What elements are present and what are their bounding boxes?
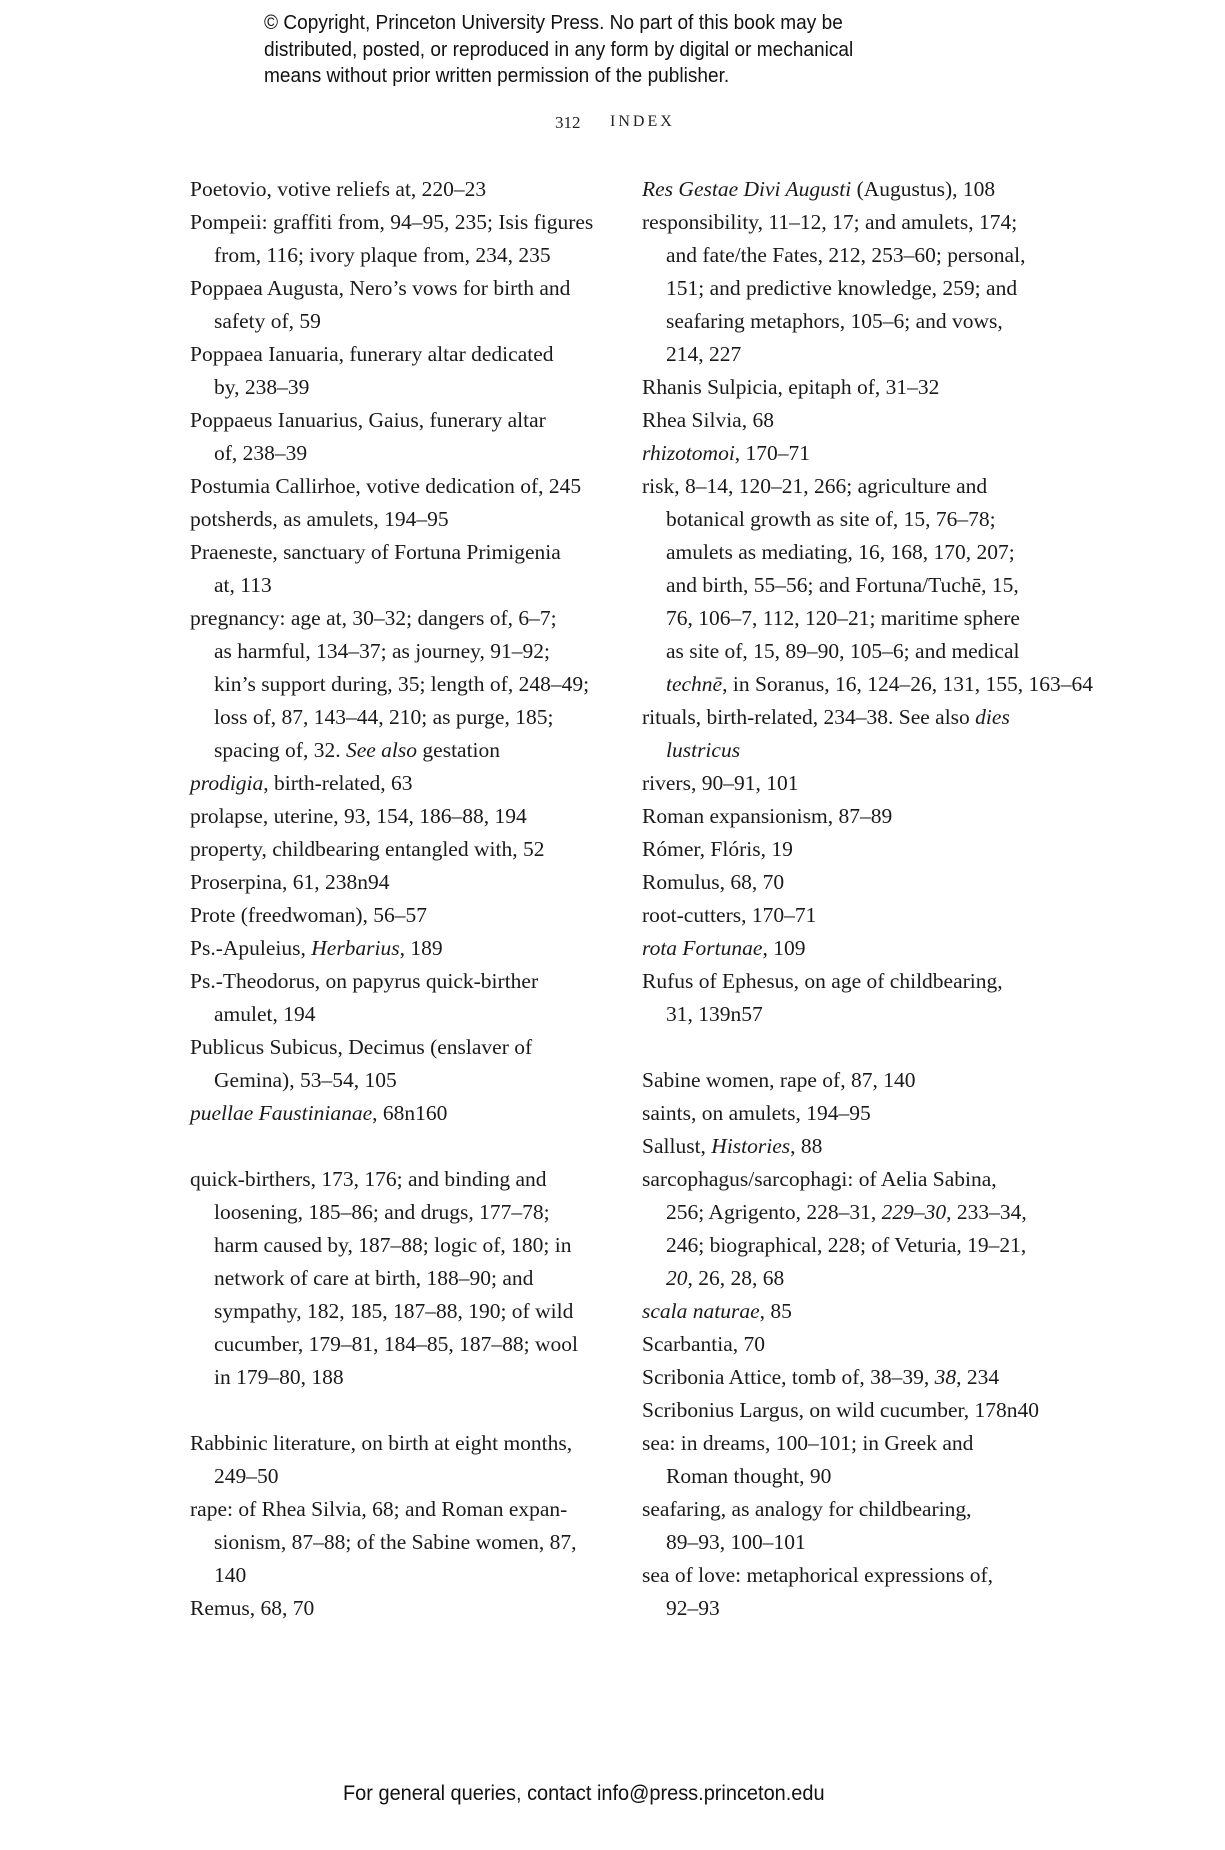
entry-first-line xyxy=(190,833,593,866)
entry-continuation-line xyxy=(190,1328,593,1361)
group-separator xyxy=(190,1130,593,1163)
entry-text: cucumber, 179–81, 184–85, 187–88; wool xyxy=(214,1332,578,1356)
entry-continuation-line xyxy=(190,1361,593,1394)
entry-text: Rhanis Sulpicia, epitaph of, 31–32 xyxy=(642,375,940,399)
copyright-line: means without prior written permission of the publisher. xyxy=(264,64,730,87)
entry-text: risk, 8–14, 120–21, 266; agriculture and xyxy=(642,474,988,498)
copyright-line: © Copyright, Princeton University Press. No part of this book may be xyxy=(264,11,843,34)
entry-text: botanical growth as site of, 15, 76–78; xyxy=(666,507,996,531)
entry-continuation-line xyxy=(190,437,593,470)
entry-text: Sallust, xyxy=(642,1134,712,1158)
entry-text: Praeneste, sanctuary of Fortuna Primigenia xyxy=(190,540,561,564)
entry-text: Ps.-Apuleius, xyxy=(190,936,312,960)
entry-text: kin’s support during, 35; length of, 248–49; xyxy=(214,672,590,696)
entry-text: , birth-related, 63 xyxy=(263,771,413,795)
italic-term: technē xyxy=(666,672,723,696)
entry-text: 76, 106–7, 112, 120–21; maritime sphere xyxy=(666,606,1020,630)
entry-text: spacing of, 32. xyxy=(214,738,346,762)
entry-text: from, 116; ivory plaque from, 234, 235 xyxy=(214,243,551,267)
entry-text: safety of, 59 xyxy=(214,309,321,333)
entry-text: prolapse, uterine, 93, 154, 186–88, 194 xyxy=(190,804,527,828)
entry-first-line xyxy=(190,206,593,239)
entry-first-line xyxy=(190,767,593,800)
entry-text: Ps.-Theodorus, on papyrus quick-birther xyxy=(190,969,539,993)
entry-text: and birth, 55–56; and Fortuna/Tuchē, 15, xyxy=(666,573,1019,597)
entry-first-line xyxy=(190,1493,593,1526)
footer-contact: For general queries, contact info@press.princeton.edu xyxy=(343,1782,825,1805)
entry-first-line xyxy=(642,1097,1093,1130)
index-entry xyxy=(190,503,593,536)
entry-first-line xyxy=(642,371,1093,404)
entry-text: seafaring, as analogy for childbearing, xyxy=(642,1497,972,1521)
entry-continuation-line xyxy=(642,1196,1093,1229)
entry-text: rivers, 90–91, 101 xyxy=(642,771,799,795)
entry-text: sea of love: metaphorical expressions of, xyxy=(642,1563,994,1587)
copyright-notice xyxy=(264,10,853,90)
section-title: INDEX xyxy=(610,113,675,130)
entry-continuation-line xyxy=(190,1559,593,1592)
italic-term: puellae Faustinianae xyxy=(190,1101,373,1125)
entry-continuation-line xyxy=(190,1295,593,1328)
italic-term: Res Gestae Divi Augusti xyxy=(642,177,852,201)
entry-continuation-line xyxy=(190,1064,593,1097)
index-entry xyxy=(642,470,1093,701)
entry-first-line xyxy=(190,1427,593,1460)
entry-text: , 109 xyxy=(762,936,806,960)
index-entry xyxy=(642,833,1093,866)
entry-text: of, 238–39 xyxy=(214,441,308,465)
entry-text: property, childbearing entangled with, 52 xyxy=(190,837,545,861)
entry-first-line xyxy=(642,1493,1093,1526)
italic-term: Herbarius xyxy=(311,936,400,960)
index-entry xyxy=(190,899,593,932)
entry-text: rape: of Rhea Silvia, 68; and Roman expan- xyxy=(190,1497,568,1521)
entry-continuation-line xyxy=(642,998,1093,1031)
entry-continuation-line xyxy=(642,239,1093,272)
entry-text: , 88 xyxy=(790,1134,823,1158)
index-entry xyxy=(642,965,1093,1031)
entry-text: at, 113 xyxy=(214,573,272,597)
entry-first-line xyxy=(190,536,593,569)
entry-first-line xyxy=(642,1064,1093,1097)
entry-first-line xyxy=(642,1328,1093,1361)
entry-text: Rómer, Flóris, 19 xyxy=(642,837,793,861)
italic-term: 229–30 xyxy=(881,1200,947,1224)
entry-first-line xyxy=(190,866,593,899)
entry-text: Remus, 68, 70 xyxy=(190,1596,315,1620)
index-entry xyxy=(190,470,593,503)
entry-first-line xyxy=(642,866,1093,899)
entry-continuation-line xyxy=(190,1196,593,1229)
entry-text: , 85 xyxy=(759,1299,792,1323)
entry-text: Postumia Callirhoe, votive dedication of, 245 xyxy=(190,474,582,498)
entry-first-line xyxy=(642,833,1093,866)
entry-continuation-line xyxy=(642,668,1093,701)
index-entry xyxy=(190,206,593,272)
entry-text: Rufus of Ephesus, on age of childbearing, xyxy=(642,969,1003,993)
entry-first-line xyxy=(190,173,593,206)
entry-continuation-line xyxy=(190,734,593,767)
entry-text: saints, on amulets, 194–95 xyxy=(642,1101,871,1125)
entry-first-line xyxy=(190,272,593,305)
entry-continuation-line xyxy=(642,1460,1093,1493)
entry-text: 246; biographical, 228; of Veturia, 19–21, xyxy=(666,1233,1027,1257)
index-entry xyxy=(190,1592,593,1625)
entry-first-line xyxy=(642,1394,1093,1427)
entry-text: Scarbantia, 70 xyxy=(642,1332,765,1356)
index-entry xyxy=(642,1361,1093,1394)
entry-continuation-line xyxy=(642,1592,1093,1625)
entry-continuation-line xyxy=(642,1526,1093,1559)
entry-first-line xyxy=(642,404,1093,437)
entry-text: , 189 xyxy=(399,936,443,960)
entry-text: 151; and predictive knowledge, 259; and xyxy=(666,276,1018,300)
entry-text: Pompeii: graffiti from, 94–95, 235; Isis figures xyxy=(190,210,594,234)
group-separator xyxy=(190,1394,593,1427)
entry-continuation-line xyxy=(190,1262,593,1295)
index-entry xyxy=(190,173,593,206)
entry-continuation-line xyxy=(190,1229,593,1262)
entry-first-line xyxy=(190,899,593,932)
entry-first-line xyxy=(642,965,1093,998)
entry-text: sarcophagus/sarcophagi: of Aelia Sabina, xyxy=(642,1167,997,1191)
entry-text: , 170–71 xyxy=(734,441,811,465)
entry-text: , in Soranus, 16, 124–26, 131, 155, 163–64 xyxy=(722,672,1093,696)
index-entry xyxy=(190,1163,593,1394)
entry-continuation-line xyxy=(190,371,593,404)
entry-first-line xyxy=(642,470,1093,503)
entry-text: , 233–34, xyxy=(946,1200,1027,1224)
entry-continuation-line xyxy=(642,272,1093,305)
entry-text: (Augustus), 108 xyxy=(851,177,996,201)
entry-text: 249–50 xyxy=(214,1464,279,1488)
index-entry xyxy=(642,1130,1093,1163)
entry-text: , 26, 28, 68 xyxy=(687,1266,785,1290)
entry-text: by, 238–39 xyxy=(214,375,310,399)
index-entry xyxy=(642,437,1093,470)
entry-text: as harmful, 134–37; as journey, 91–92; xyxy=(214,639,550,663)
entry-text: 31, 139n57 xyxy=(666,1002,763,1026)
entry-continuation-line xyxy=(190,635,593,668)
italic-term: prodigia xyxy=(190,771,264,795)
entry-text: pregnancy: age at, 30–32; dangers of, 6–7; xyxy=(190,606,557,630)
entry-text: Poppaea Ianuaria, funerary altar dedicated xyxy=(190,342,554,366)
entry-first-line xyxy=(190,965,593,998)
entry-text: Poppaea Augusta, Nero’s vows for birth and xyxy=(190,276,571,300)
index-entry xyxy=(642,206,1093,371)
index-entry xyxy=(642,1328,1093,1361)
index-entry xyxy=(190,767,593,800)
entry-continuation-line xyxy=(642,635,1093,668)
entry-text: Poppaeus Ianuarius, Gaius, funerary altar xyxy=(190,408,546,432)
entry-text: as site of, 15, 89–90, 105–6; and medical xyxy=(666,639,1020,663)
entry-first-line xyxy=(190,932,593,965)
entry-first-line xyxy=(190,404,593,437)
index-entry xyxy=(642,932,1093,965)
entry-text: Publicus Subicus, Decimus (enslaver of xyxy=(190,1035,533,1059)
entry-continuation-line xyxy=(642,569,1093,602)
entry-text: Scribonia Attice, tomb of, 38–39, xyxy=(642,1365,935,1389)
entry-text: root-cutters, 170–71 xyxy=(642,903,817,927)
index-entry xyxy=(642,1064,1093,1097)
entry-continuation-line xyxy=(642,734,1093,767)
italic-term: Histories xyxy=(711,1134,791,1158)
entry-text: sionism, 87–88; of the Sabine women, 87, xyxy=(214,1530,577,1554)
entry-continuation-line xyxy=(190,668,593,701)
entry-continuation-line xyxy=(190,239,593,272)
italic-term: scala naturae xyxy=(642,1299,760,1323)
entry-text: 256; Agrigento, 228–31, xyxy=(666,1200,882,1224)
copyright-line: distributed, posted, or reproduced in any form by digital or mechanical xyxy=(264,37,854,61)
entry-text: seafaring metaphors, 105–6; and vows, xyxy=(666,309,1003,333)
index-entry xyxy=(190,965,593,1031)
index-entry xyxy=(190,1493,593,1592)
italic-term: lustricus xyxy=(666,738,741,762)
index-entry xyxy=(642,1097,1093,1130)
entry-text: 92–93 xyxy=(666,1596,720,1620)
entry-first-line xyxy=(190,1592,593,1625)
entry-text: 214, 227 xyxy=(666,342,742,366)
entry-text: responsibility, 11–12, 17; and amulets, 174; xyxy=(642,210,1018,234)
index-entry xyxy=(642,1163,1093,1295)
index-entry xyxy=(190,833,593,866)
italic-term: rhizotomoi xyxy=(642,441,735,465)
italic-term: 20 xyxy=(666,1266,688,1290)
entry-text: network of care at birth, 188–90; and xyxy=(214,1266,534,1290)
entry-first-line xyxy=(642,1361,1093,1394)
entry-first-line xyxy=(642,206,1093,239)
entry-text: , 68n160 xyxy=(372,1101,448,1125)
entry-first-line xyxy=(642,899,1093,932)
entry-continuation-line xyxy=(190,1460,593,1493)
italic-term: 38 xyxy=(934,1365,957,1389)
entry-text: Proserpina, 61, 238n94 xyxy=(190,870,390,894)
page-number: 312 xyxy=(555,113,581,132)
entry-text: rituals, birth-related, 234–38. See also xyxy=(642,705,976,729)
entry-text: gestation xyxy=(417,738,501,762)
entry-text: Poetovio, votive reliefs at, 220–23 xyxy=(190,177,487,201)
entry-continuation-line xyxy=(642,338,1093,371)
entry-continuation-line xyxy=(190,1526,593,1559)
entry-text: Romulus, 68, 70 xyxy=(642,870,785,894)
index-entry xyxy=(642,899,1093,932)
entry-continuation-line xyxy=(642,305,1093,338)
group-separator xyxy=(642,1031,1093,1064)
index-entry xyxy=(190,866,593,899)
entry-first-line xyxy=(190,338,593,371)
entry-first-line xyxy=(642,932,1093,965)
italic-term: See also xyxy=(345,738,418,762)
index-entry xyxy=(642,701,1093,767)
entry-text: potsherds, as amulets, 194–95 xyxy=(190,507,449,531)
index-entry xyxy=(642,800,1093,833)
index-entry xyxy=(642,404,1093,437)
entry-first-line xyxy=(642,767,1093,800)
entry-first-line xyxy=(642,173,1093,206)
entry-text: in 179–80, 188 xyxy=(214,1365,344,1389)
entry-first-line xyxy=(190,1097,593,1130)
index-entry xyxy=(642,173,1093,206)
index-entry xyxy=(642,371,1093,404)
index-entry xyxy=(190,404,593,470)
entry-text: Sabine women, rape of, 87, 140 xyxy=(642,1068,916,1092)
index-entry xyxy=(190,932,593,965)
entry-continuation-line xyxy=(642,602,1093,635)
entry-first-line xyxy=(642,800,1093,833)
entry-text: Rhea Silvia, 68 xyxy=(642,408,774,432)
entry-text: 140 xyxy=(214,1563,247,1587)
index-entry xyxy=(190,338,593,404)
index-entry xyxy=(642,1394,1093,1427)
entry-text: , 234 xyxy=(956,1365,1000,1389)
entry-continuation-line xyxy=(190,569,593,602)
index-column-left xyxy=(190,173,593,1625)
entry-first-line xyxy=(642,1427,1093,1460)
entry-first-line xyxy=(190,470,593,503)
entry-text: and fate/the Fates, 212, 253–60; personal, xyxy=(666,243,1026,267)
index-entry xyxy=(190,800,593,833)
index-entry xyxy=(642,866,1093,899)
index-entry xyxy=(190,536,593,602)
entry-text: Roman thought, 90 xyxy=(666,1464,832,1488)
entry-first-line xyxy=(190,800,593,833)
entry-text: amulet, 194 xyxy=(214,1002,316,1026)
index-entry xyxy=(642,1295,1093,1328)
entry-first-line xyxy=(190,1031,593,1064)
entry-text: Scribonius Largus, on wild cucumber, 178n40 xyxy=(642,1398,1040,1422)
entry-text: sympathy, 182, 185, 187–88, 190; of wild xyxy=(214,1299,574,1323)
entry-text: Prote (freedwoman), 56–57 xyxy=(190,903,428,927)
index-column-right xyxy=(642,173,1093,1625)
index-entry xyxy=(642,1427,1093,1493)
entry-text: harm caused by, 187–88; logic of, 180; in xyxy=(214,1233,572,1257)
index-entry xyxy=(190,1097,593,1130)
entry-text: loss of, 87, 143–44, 210; as purge, 185; xyxy=(214,705,554,729)
index-entry xyxy=(190,602,593,767)
index-entry xyxy=(190,272,593,338)
entry-first-line xyxy=(642,437,1093,470)
entry-text: amulets as mediating, 16, 168, 170, 207; xyxy=(666,540,1015,564)
entry-first-line xyxy=(190,1163,593,1196)
italic-term: rota Fortunae xyxy=(642,936,763,960)
entry-first-line xyxy=(642,1130,1093,1163)
entry-text: sea: in dreams, 100–101; in Greek and xyxy=(642,1431,974,1455)
entry-text: Gemina), 53–54, 105 xyxy=(214,1068,397,1092)
index-entry xyxy=(642,1559,1093,1625)
entry-first-line xyxy=(190,503,593,536)
entry-continuation-line xyxy=(642,536,1093,569)
entry-continuation-line xyxy=(190,305,593,338)
entry-first-line xyxy=(190,602,593,635)
entry-continuation-line xyxy=(642,503,1093,536)
entry-text: loosening, 185–86; and drugs, 177–78; xyxy=(214,1200,550,1224)
entry-text: Roman expansionism, 87–89 xyxy=(642,804,893,828)
entry-first-line xyxy=(642,1559,1093,1592)
entry-text: quick-birthers, 173, 176; and binding and xyxy=(190,1167,547,1191)
entry-text: 89–93, 100–101 xyxy=(666,1530,806,1554)
entry-text: Rabbinic literature, on birth at eight months, xyxy=(190,1431,573,1455)
index-entry xyxy=(190,1427,593,1493)
entry-continuation-line xyxy=(642,1262,1093,1295)
entry-first-line xyxy=(642,1163,1093,1196)
italic-term: dies xyxy=(975,705,1010,729)
index-entry xyxy=(190,1031,593,1097)
index-entry xyxy=(642,1493,1093,1559)
index-entry xyxy=(642,767,1093,800)
entry-first-line xyxy=(642,1295,1093,1328)
entry-continuation-line xyxy=(642,1229,1093,1262)
entry-first-line xyxy=(642,701,1093,734)
entry-continuation-line xyxy=(190,701,593,734)
entry-continuation-line xyxy=(190,998,593,1031)
